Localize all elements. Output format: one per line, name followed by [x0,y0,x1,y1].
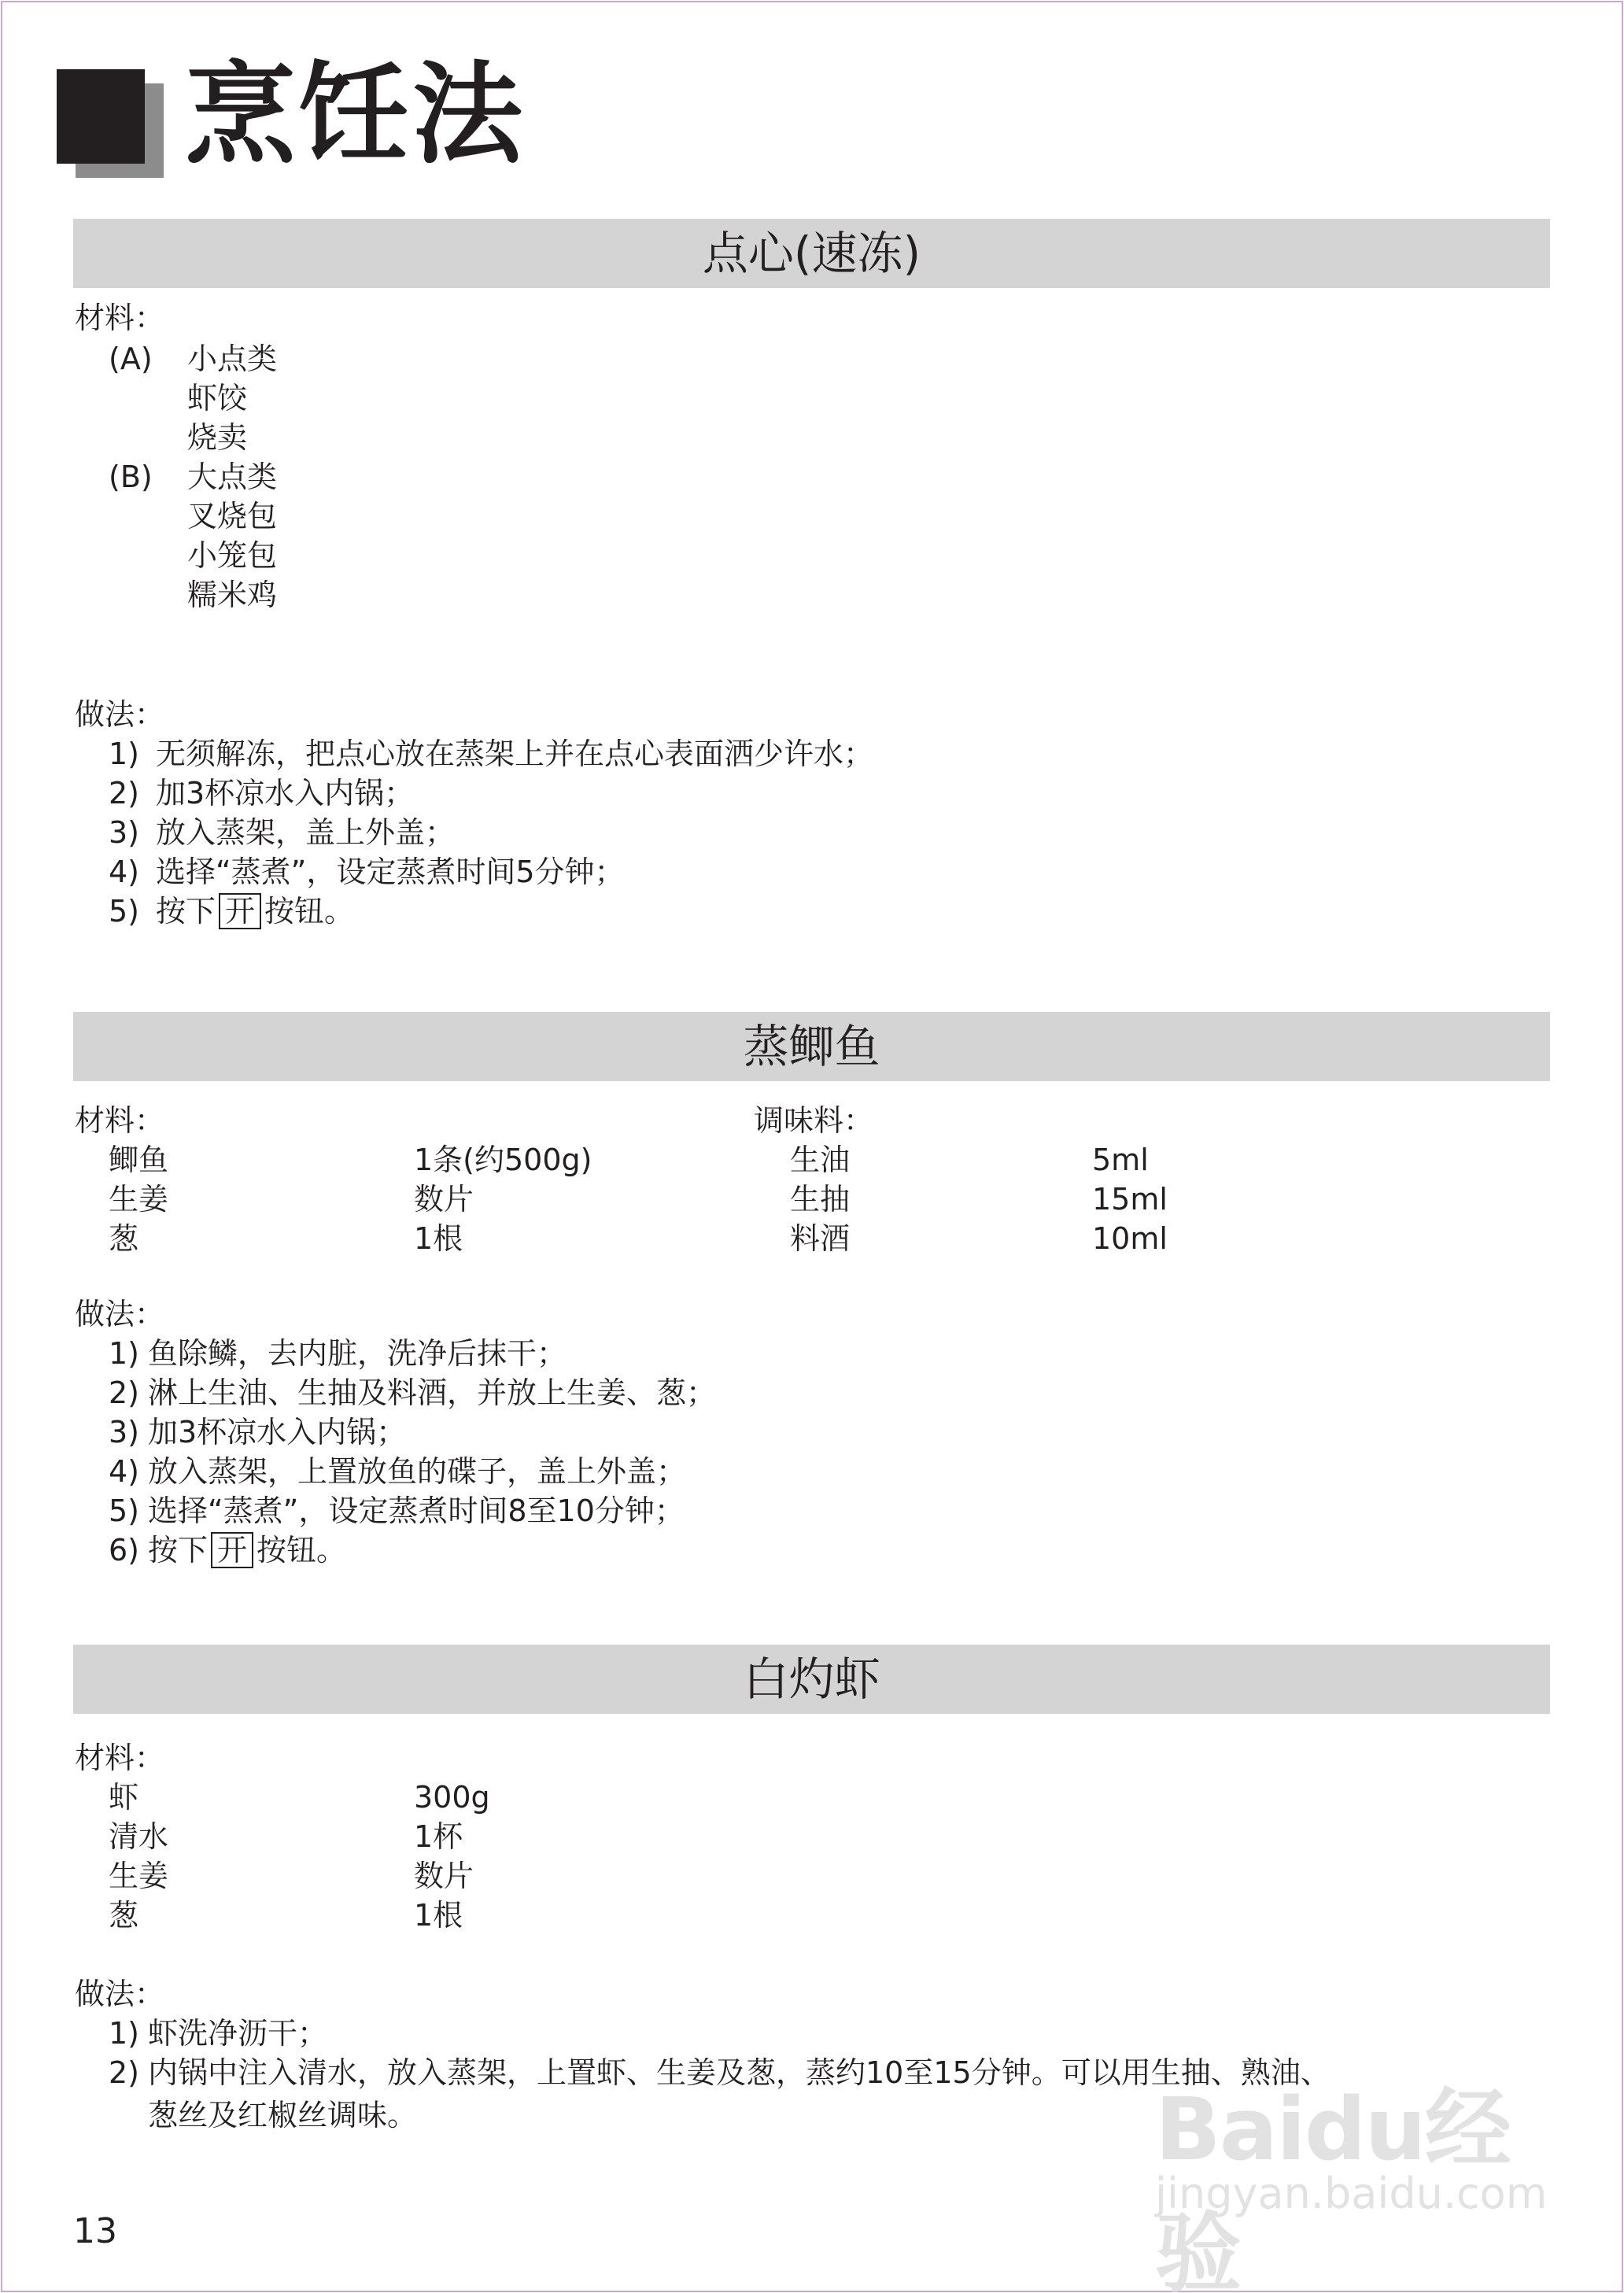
ingredient-item: 叉烧包 [187,499,278,534]
ingredient-item: 大点类 [187,460,278,494]
step-text-before: 按下 [156,894,216,929]
step-text-continuation: 葱丝及红椒丝调味。 [148,2098,418,2132]
section-header-steamed-fish [73,1012,1550,1081]
seasoning-amount: 5ml [1092,1143,1149,1177]
section-title: 蒸鲫鱼 [743,1020,880,1073]
step-number: 5) [109,1494,140,1528]
ingredient-name: 生姜 [109,1859,169,1893]
on-button-label: 开 [219,893,261,929]
step-text [156,892,354,930]
seasoning-name: 生抽 [790,1182,851,1217]
section-header-dim-sum [73,219,1550,288]
step-text-before: 按下 [148,1533,209,1567]
method-label: 做法： [75,697,165,732]
seasoning-amount: 15ml [1092,1182,1168,1217]
step-text: 放入蒸架，上置放鱼的碟子，盖上外盖； [148,1454,687,1489]
method-label: 做法： [75,1977,165,2011]
step-number: 4) [109,855,140,889]
step-text: 选择“蒸煮”，设定蒸煮时间8至10分钟； [148,1494,685,1528]
section-title: 白灼虾 [743,1652,880,1706]
step-number: 6) [109,1533,140,1567]
ingredient-item: 糯米鸡 [187,578,278,612]
method-label: 做法： [75,1297,165,1331]
step-text: 选择“蒸煮”，设定蒸煮时间5分钟； [156,855,625,889]
step-number: 1) [109,737,140,771]
group-marker-b: (B) [109,460,153,494]
step-text-after: 按钮。 [257,1533,347,1567]
seasoning-name: 生油 [790,1143,851,1177]
ingredient-name: 虾 [109,1780,139,1815]
watermark-logo: Baidu经验 [1155,2079,1510,2293]
seasoning-name: 料酒 [790,1221,851,1256]
step-text: 淋上生油、生抽及料酒，并放上生姜、葱； [148,1375,717,1410]
ingredient-name: 葱 [109,1221,139,1256]
watermark-url: jingyan.baidu.com [1155,2169,1548,2218]
step-number: 3) [109,1415,140,1449]
ingredient-name: 葱 [109,1898,139,1933]
page-title: 烹饪法 [186,51,526,179]
page-number: 13 [73,2211,117,2251]
step-text: 加3杯凉水入内锅； [148,1415,407,1449]
step-number: 5) [109,894,140,929]
ingredient-item: 烧卖 [187,420,248,455]
seasoning-amount: 10ml [1092,1221,1168,1256]
step-text: 鱼除鳞，去内脏，洗净后抹干； [148,1336,567,1371]
section-title: 点心(速冻) [702,227,921,280]
step-text-after: 按钮。 [264,894,355,929]
materials-label: 材料： [75,1103,165,1138]
step-text [148,1531,346,1569]
materials-label: 材料： [75,301,165,335]
section-header-boiled-shrimp [73,1645,1550,1714]
ingredient-amount: 数片 [414,1182,474,1217]
step-text: 放入蒸架，盖上外盖； [156,815,456,850]
ingredient-amount: 1条(约500g) [414,1143,592,1177]
step-text: 内锅中注入清水，放入蒸架，上置虾、生姜及葱，蒸约10至15分钟。可以用生抽、熟油、 [148,2055,1331,2090]
seasoning-label: 调味料： [754,1103,874,1138]
step-text: 加3杯凉水入内锅； [156,776,415,810]
ingredient-item: 虾饺 [187,381,248,415]
materials-label: 材料： [75,1741,165,1775]
baidu-jingyan-watermark [1155,2060,1548,2293]
step-number: 1) [109,2016,140,2051]
step-text: 虾洗净沥干； [148,2016,328,2051]
step-number: 2) [109,1375,140,1410]
ingredient-name: 清水 [109,1819,169,1854]
ingredient-amount: 1根 [414,1221,463,1256]
ingredient-amount: 1根 [414,1898,463,1933]
step-text: 无须解冻，把点心放在蒸架上并在点心表面洒少许水； [156,737,874,771]
ingredient-amount: 300g [414,1780,490,1815]
ingredient-name: 鲫鱼 [109,1143,169,1177]
ingredient-item: 小点类 [187,342,278,376]
step-number: 1) [109,1336,140,1371]
ingredient-item: 小笼包 [187,538,278,573]
group-marker-a: (A) [109,342,153,376]
step-number: 2) [109,776,140,810]
step-number: 4) [109,1454,140,1489]
ingredient-amount: 1杯 [414,1819,463,1854]
title-square-icon [57,69,145,164]
on-button-label: 开 [211,1532,253,1568]
step-number: 3) [109,815,140,850]
ingredient-amount: 数片 [414,1859,474,1893]
step-number: 2) [109,2055,140,2090]
ingredient-name: 生姜 [109,1182,169,1217]
